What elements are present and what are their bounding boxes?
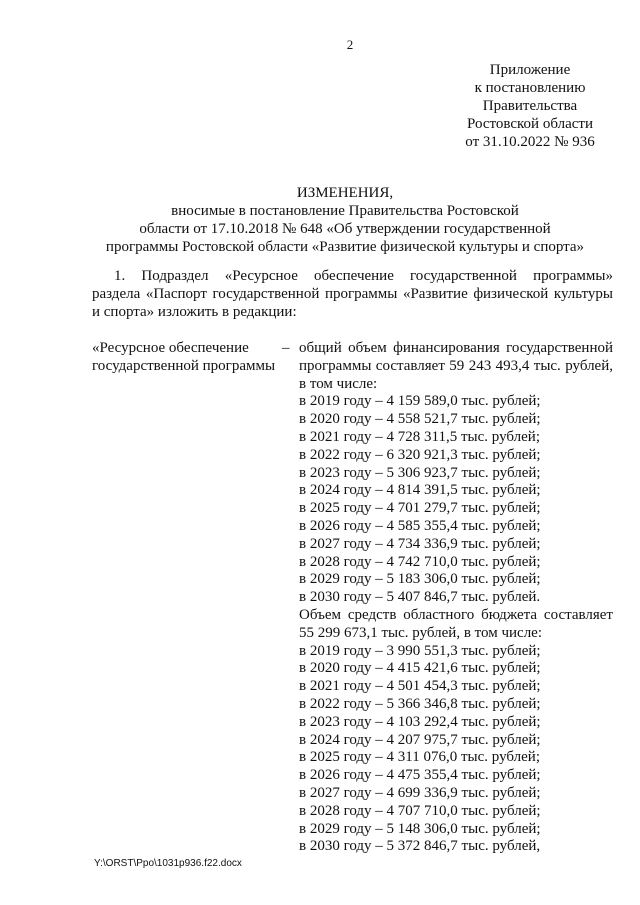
year-amount-line: в 2025 году – 4 311 076,0 тыс. рублей; [299, 749, 540, 766]
year-amount-line: в 2030 году – 5 372 846,7 тыс. рублей, [299, 838, 541, 855]
year-amount-line: в 2024 году – 4 207 975,7 тыс. рублей; [299, 731, 541, 748]
year-amount-line: в 2028 году – 4 742 710,0 тыс. рублей; [299, 553, 541, 570]
year-amount-line: в 2024 году – 4 814 391,5 тыс. рублей; [299, 482, 541, 499]
changes-title: ИЗМЕНЕНИЯ, [296, 185, 394, 201]
total-line: в том числе: [299, 375, 378, 392]
regional-line: Объем средств областного бюджета составляет [299, 606, 613, 623]
changes-title-block [60, 185, 630, 257]
year-amount-line: в 2029 году – 5 148 306,0 тыс. рублей; [299, 820, 541, 837]
appendix-line: от 31.10.2022 № 936 [465, 134, 595, 150]
year-amount-line: в 2019 году – 4 159 589,0 тыс. рублей; [299, 393, 541, 410]
appendix-line: к постановлению [474, 80, 586, 96]
year-amount-line: в 2025 году – 4 701 279,7 тыс. рублей; [299, 500, 541, 517]
page-number: 2 [346, 37, 354, 52]
label-line: государственной программы [92, 358, 276, 374]
paragraph-line: раздела «Паспорт государственной программы «Развитие физической культуры [92, 286, 613, 302]
total-line: общий объем финансирования государственной [299, 340, 613, 356]
year-amount-line: в 2027 году – 4 699 336,9 тыс. рублей; [299, 784, 541, 801]
appendix-block [430, 62, 630, 152]
changes-subtitle-line: области от 17.10.2018 № 648 «Об утверждении государственной [139, 221, 551, 237]
year-amount-line: в 2027 году – 4 734 336,9 тыс. рублей; [299, 535, 541, 552]
paragraph-line: и спорта» изложить в редакции: [92, 304, 297, 320]
changes-subtitle-line: вносимые в постановление Правительства Ростовской [171, 203, 519, 219]
appendix-line: Ростовской области [467, 116, 593, 132]
year-amount-line: в 2022 году – 5 366 346,8 тыс. рублей; [299, 695, 541, 712]
year-amount-line: в 2026 году – 4 475 355,4 тыс. рублей; [299, 767, 541, 784]
amendment-paragraph [92, 268, 613, 322]
label-line: «Ресурсное обеспечение [92, 340, 249, 356]
regional-line: 55 299 673,1 тыс. рублей, в том числе: [299, 624, 543, 641]
year-amount-line: в 2029 году – 5 183 306,0 тыс. рублей; [299, 571, 541, 588]
funding-details [299, 340, 613, 856]
year-amount-line: в 2020 году – 4 415 421,6 тыс. рублей; [299, 660, 541, 677]
year-amount-line: в 2030 году – 5 407 846,7 тыс. рублей. [299, 589, 541, 606]
paragraph-line: 1. Подраздел «Ресурсное обеспечение государственной программы» [114, 268, 613, 284]
file-path-footer: Y:\ORST\Ppo\1031p936.f22.docx [94, 858, 242, 869]
year-amount-line: в 2022 году – 6 320 921,3 тыс. рублей; [299, 446, 541, 463]
changes-subtitle-line: программы Ростовской области «Развитие физической культуры и спорта» [105, 239, 585, 255]
year-amount-line: в 2020 году – 4 558 521,7 тыс. рублей; [299, 411, 541, 428]
year-amount-line: в 2019 году – 3 990 551,3 тыс. рублей; [299, 642, 541, 659]
year-amount-line: в 2021 году – 4 728 311,5 тыс. рублей; [299, 428, 540, 445]
total-line: программы составляет 59 243 493,4 тыс. рублей, [299, 357, 613, 374]
year-amount-line: в 2021 году – 4 501 454,3 тыс. рублей; [299, 678, 541, 695]
year-amount-line: в 2023 году – 5 306 923,7 тыс. рублей; [299, 464, 541, 481]
year-amount-line: в 2028 году – 4 707 710,0 тыс. рублей; [299, 802, 541, 819]
year-amount-line: в 2023 году – 4 103 292,4 тыс. рублей; [299, 713, 541, 730]
year-amount-line: в 2026 году – 4 585 355,4 тыс. рублей; [299, 517, 541, 534]
resource-label [92, 340, 292, 376]
appendix-line: Приложение [489, 62, 571, 78]
appendix-line: Правительства [482, 98, 578, 114]
dash-separator: – [282, 340, 290, 356]
